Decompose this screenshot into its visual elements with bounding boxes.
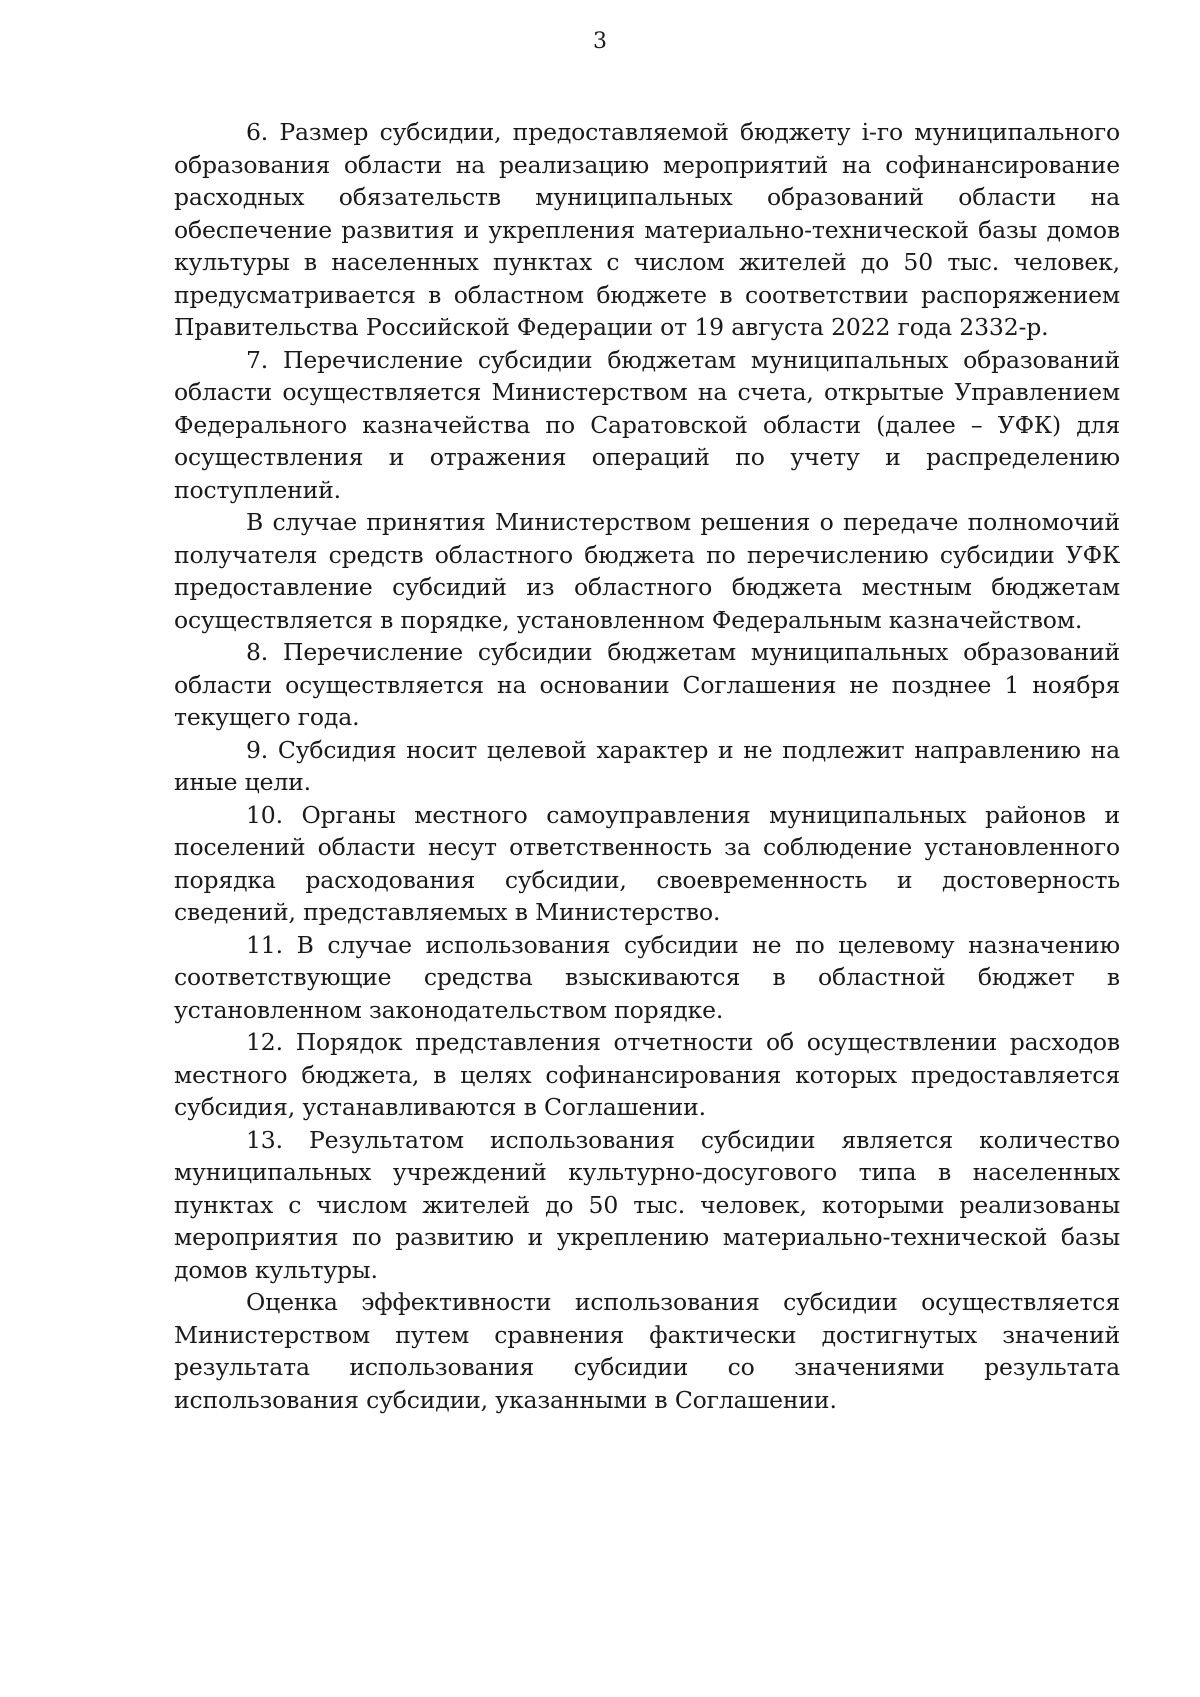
paragraph-10-responsibility: 10. Органы местного самоуправления муниципальных районов и поселений области несут ответственность за соблюдение установленного порядка расходования субсидии, своевременность и достоверность сведений, представляемых в Министерство. — [174, 800, 1120, 926]
paragraph-12-reporting: 12. Порядок представления отчетности об осуществлении расходов местного бюджета, в целях софинансирования которых предоставляется субсидия, устанавливаются в Соглашении. — [174, 1028, 1120, 1121]
paragraph-11-misuse: 11. В случае использования субсидии не по целевому назначению соответствующие средства взыскиваются в областной бюджет в установленном законодательством порядке. — [174, 930, 1120, 1024]
paragraph-7-ufk-powers: В случае принятия Министерством решения о передаче полномочий получателя средств областного бюджета по перечислению субсидии УФК предоставление субсидий из областного бюджета местным бюджетам осуществляется в порядке, установленном Федеральным казначейством. — [174, 508, 1120, 634]
paragraph-13-result: 13. Результатом использования субсидии является количество муниципальных учреждений культурно-досугового типа в населенных пунктах с числом жителей до 50 тыс. человек, которыми реализованы мероприятия по развитию и укреплению материально-технической базы домов культуры. — [174, 1125, 1120, 1284]
paragraph-6-subsidy-amount: 6. Размер субсидии, предоставляемой бюджету i-го муниципального образования области на реализацию мероприятий на софинансирование расходных обязательств муниципальных образований области на обеспечение развития и укрепления материально-технической базы домов культуры в населенных пунктах с числом жителей до 50 тыс. человек, предусматривается в областном бюджете в соответствии распоряжением Правительства Российской Федерации от 19 августа 2022 года 2332-р. — [174, 118, 1120, 341]
paragraph-13-efficiency-evaluation: Оценка эффективности использования субсидии осуществляется Министерством путем сравнения фактически достигнутых значений результата использования субсидии со значениями результата использования субсидии, указанными в Соглашении. — [174, 1288, 1120, 1414]
paragraph-8-transfer-deadline: 8. Перечисление субсидии бюджетам муниципальных образований области осуществляется на основании Соглашения не позднее 1 ноября текущего года. — [174, 638, 1120, 731]
page-number: 3 — [593, 29, 607, 54]
document-body — [174, 116, 1120, 1416]
paragraph-7-subsidy-transfer: 7. Перечисление субсидии бюджетам муниципальных образований области осуществляется Министерством на счета, открытые Управлением Федерального казначейства по Саратовской области (далее – УФК) для осуществления и отражения операций по учету и распределению поступлений. — [174, 345, 1120, 504]
paragraph-9-target-purpose: 9. Субсидия носит целевой характер и не подлежит направлению на иные цели. — [174, 735, 1120, 796]
